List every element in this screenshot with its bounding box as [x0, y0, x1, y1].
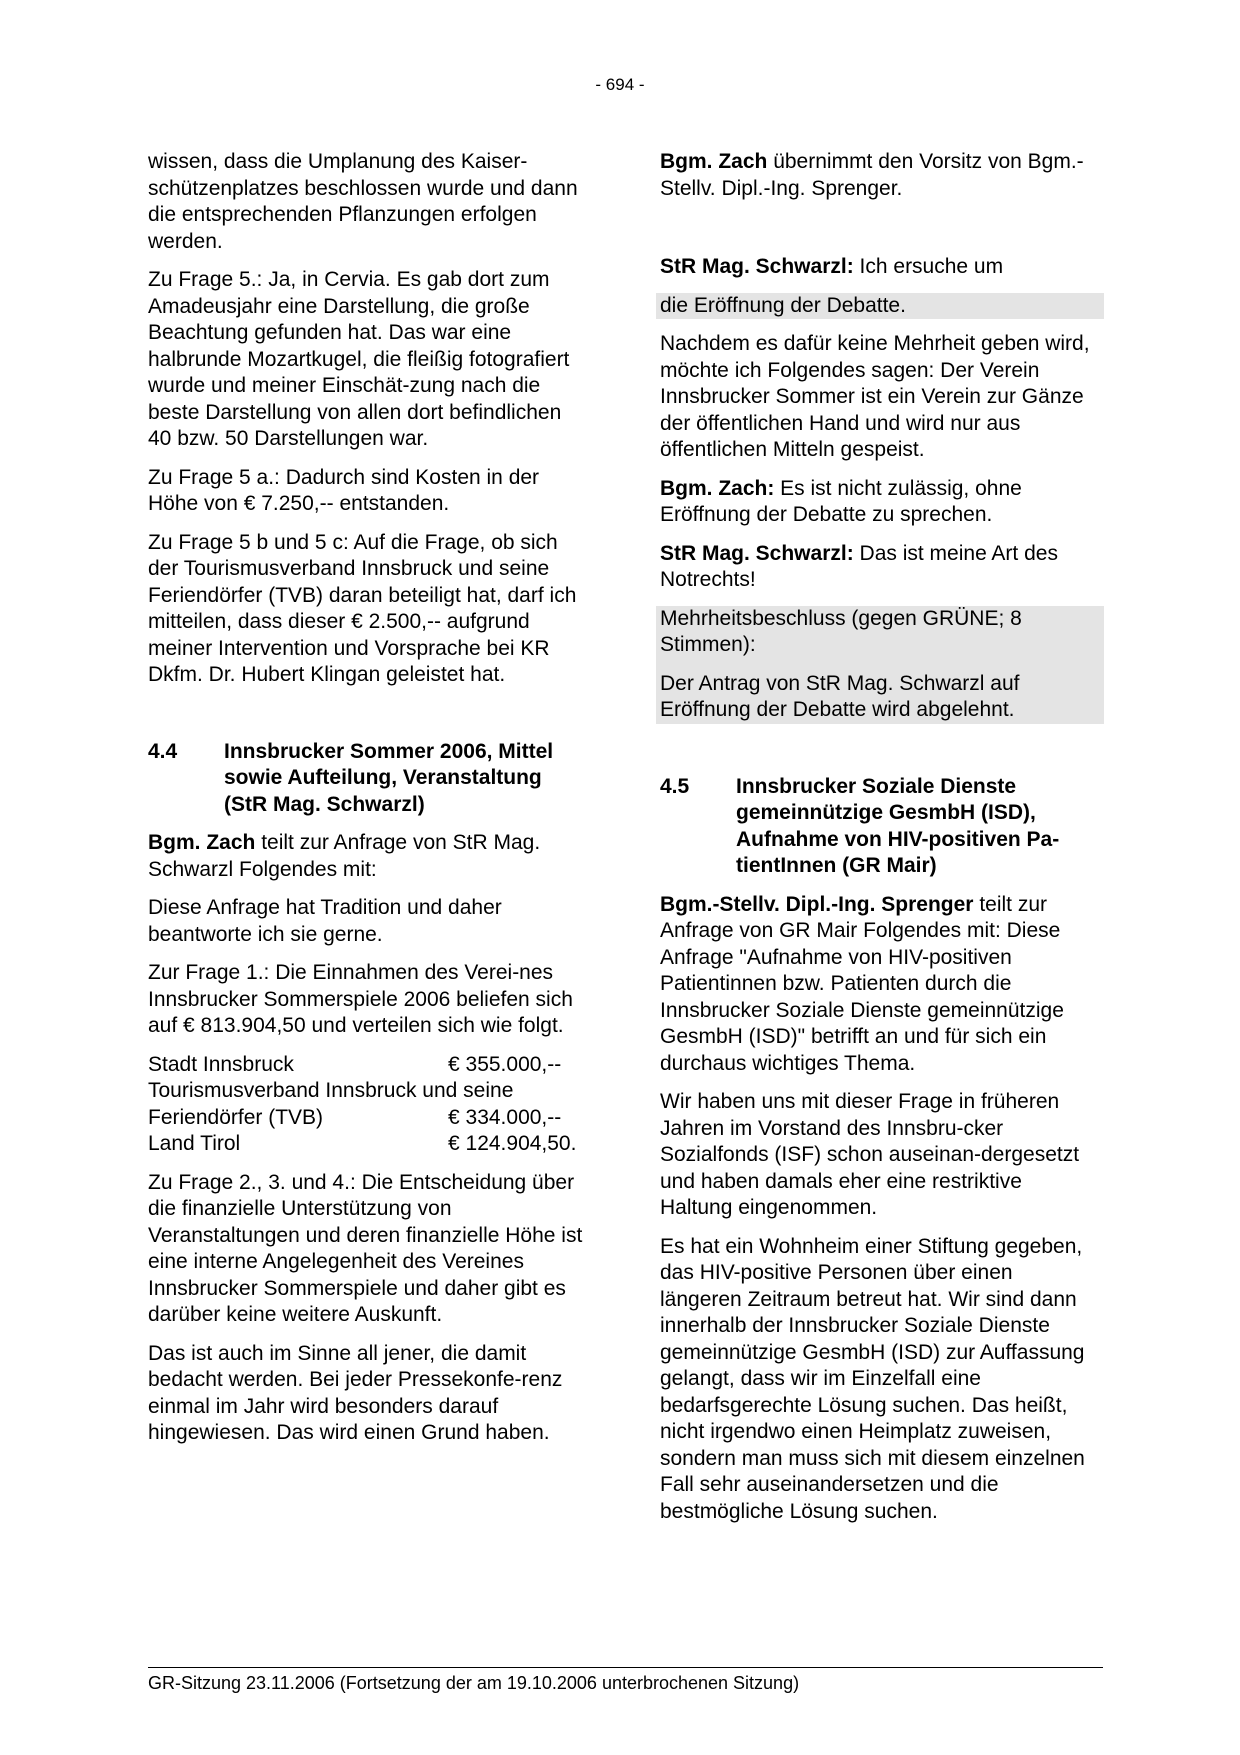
paragraph: Das ist auch im Sinne all jener, die damit bedacht werden. Bei jeder Pressekonfe-renz einmal im Jahr wird besonders darauf hingewiesen. Das wird einen Grund haben. — [148, 1341, 563, 1444]
paragraph — [148, 830, 588, 883]
table-value: € 355.000,-- — [448, 1052, 562, 1076]
paragraph: Zur Frage 1.: Die Einnahmen des Verei-nes Innsbrucker Sommerspiele 2006 beliefen sich auf € 813.904,50 und verteilen sich wie folgt. — [148, 961, 573, 1037]
table-row — [148, 1131, 588, 1158]
paragraph: Zu Frage 5 b und 5 c: Auf die Frage, ob sich der Tourismusverband Innsbruck und seine Feriendörfer (TVB) daran beteiligt hat, darf ich mitteilen, dass dieser € 2.500,-- aufgrund meiner Intervention und Vorsprache bei KR Dkfm. Dr. Hubert Klingan geleistet hat. — [148, 530, 577, 686]
spacer — [660, 736, 1100, 774]
page-footer: GR-Sitzung 23.11.2006 (Fortsetzung der am 19.10.2006 unterbrochenen Sitzung) — [148, 1673, 800, 1693]
section-heading-4-4 — [148, 739, 588, 819]
spacer — [148, 701, 588, 739]
table-label: Feriendörfer (TVB) — [148, 1105, 324, 1129]
speech-text: Das ist meine Art des Notrechts! — [660, 541, 1058, 591]
paragraph — [660, 149, 1100, 202]
left-column — [148, 149, 588, 1459]
table-label: Stadt Innsbruck — [148, 1052, 294, 1076]
table-value: € 334.000,-- — [448, 1105, 562, 1129]
speaker-name: Bgm. Zach — [148, 831, 256, 854]
table-label: Tourismusverband Innsbruck und seine — [148, 1079, 514, 1102]
speech-text: übernimmt den Vorsitz von Bgm.-Stellv. Dipl.-Ing. Sprenger. — [660, 150, 1084, 200]
paragraph: Wir haben uns mit dieser Frage in früheren Jahren im Vorstand des Innsbru-cker Sozialfonds (ISF) schon auseinan-dergesetzt und haben damals eher eine restriktive Haltung eingenommen. — [660, 1090, 1080, 1219]
resolution-box — [656, 606, 1104, 724]
paragraph — [660, 476, 1100, 529]
paragraph — [660, 541, 1100, 594]
table-value: € 124.904,50. — [448, 1132, 577, 1155]
section-number: 4.4 — [148, 739, 178, 763]
speech-text: Ich ersuche um — [853, 255, 1004, 278]
right-column — [660, 149, 1100, 1537]
paragraph: Zu Frage 5.: Ja, in Cervia. Es gab dort zum Amadeusjahr eine Darstellung, die große Beachtung gefunden hat. Das war eine halbrunde Mozartkugel, die fleißig fotografiert wurde und meiner Einschät-zung nach die beste Darstellung von allen dort befindlichen 40 bzw. 50 Darstellungen war. — [148, 268, 570, 450]
page-number: - 694 - — [595, 75, 645, 94]
speaker-name: Bgm.-Stellv. Dipl.-Ing. Sprenger — [660, 892, 974, 916]
speaker-name: Bgm. Zach — [660, 150, 768, 173]
table-row — [148, 1052, 588, 1079]
speaker-name: StR Mag. Schwarzl: — [660, 541, 854, 565]
resolution-text: Mehrheitsbeschluss (gegen GRÜNE; 8 Stimmen): — [660, 606, 1022, 656]
speech-text: teilt zur Anfrage von GR Mair Folgendes mit: Diese Anfrage "Aufnahme von HIV-positiven Patientinnen bzw. Patienten durch die Innsbrucker Soziale Dienste gemeinnützige GesmbH (ISD)" betrifft an und für sich ein durchaus wichtiges Thema. — [660, 892, 1064, 1075]
table-label: Land Tirol — [148, 1132, 241, 1155]
paragraph: Diese Anfrage hat Tradition und daher beantworte ich sie gerne. — [148, 896, 502, 946]
resolution-text: Der Antrag von StR Mag. Schwarzl auf Eröffnung der Debatte wird abgelehnt. — [660, 671, 1020, 721]
section-title: Innsbrucker Soziale Dienste gemeinnützige GesmbH (ISD), Aufnahme von HIV-positiven Pa-tientInnen (GR Mair) — [736, 774, 1060, 877]
section-number: 4.5 — [660, 774, 690, 798]
paragraph — [660, 892, 1100, 1078]
speaker-name: Bgm. Zach: — [660, 476, 775, 500]
paragraph: Zu Frage 2., 3. und 4.: Die Entscheidung über die finanzielle Unterstützung von Veranstaltungen und deren finanzielle Höhe ist eine interne Angelegenheit des Vereines Innsbrucker Sommerspiele und daher gibt es darüber keine weitere Auskunft. — [148, 1170, 583, 1326]
spacer — [660, 214, 1100, 254]
paragraph: Es hat ein Wohnheim einer Stiftung gegeben, das HIV-positive Personen über einen längeren Zeitraum betreut hat. Wir sind dann innerhalb der Innsbrucker Soziale Dienste gemeinnützige GesmbH (ISD) zur Auffassung gelangt, dass wir im Einzelfall eine bedarfsgerechte Lösung suchen. Das heißt, nicht irgendwo einen Heimplatz zuweisen, sondern man muss sich mit diesem einzelnen Fall sehr auseinandersetzen und die bestmögliche Lösung suchen. — [660, 1234, 1085, 1523]
section-title: Innsbrucker Sommer 2006, Mittel sowie Aufteilung, Veranstaltung (StR Mag. Schwarzl) — [224, 739, 554, 816]
paragraph: Nachdem es dafür keine Mehrheit geben wird, möchte ich Folgendes sagen: Der Verein Innsbrucker Sommer ist ein Verein zur Gänze der öffentlichen Hand und wird nur aus öffentlichen Mitteln gespeist. — [660, 332, 1090, 461]
speaker-name: StR Mag. Schwarzl: — [660, 255, 854, 278]
speech-text: teilt zur Anfrage von StR Mag. Schwarzl Folgendes mit: — [148, 831, 541, 881]
table-row — [148, 1078, 588, 1105]
highlighted-paragraph: die Eröffnung der Debatte. — [656, 293, 1104, 320]
revenue-table — [148, 1052, 588, 1158]
paragraph: Zu Frage 5 a.: Dadurch sind Kosten in der Höhe von € 7.250,-- entstanden. — [148, 465, 540, 515]
footer-divider — [148, 1667, 1103, 1668]
paragraph: wissen, dass die Umplanung des Kaiser-schützenplatzes beschlossen wurde und dann die entsprechenden Pflanzungen erfolgen werden. — [148, 150, 578, 253]
section-heading-4-5 — [660, 774, 1100, 880]
table-row — [148, 1105, 588, 1132]
paragraph — [660, 254, 1100, 281]
speech-text: Es ist nicht zulässig, ohne Eröffnung der Debatte zu sprechen. — [660, 476, 1022, 526]
